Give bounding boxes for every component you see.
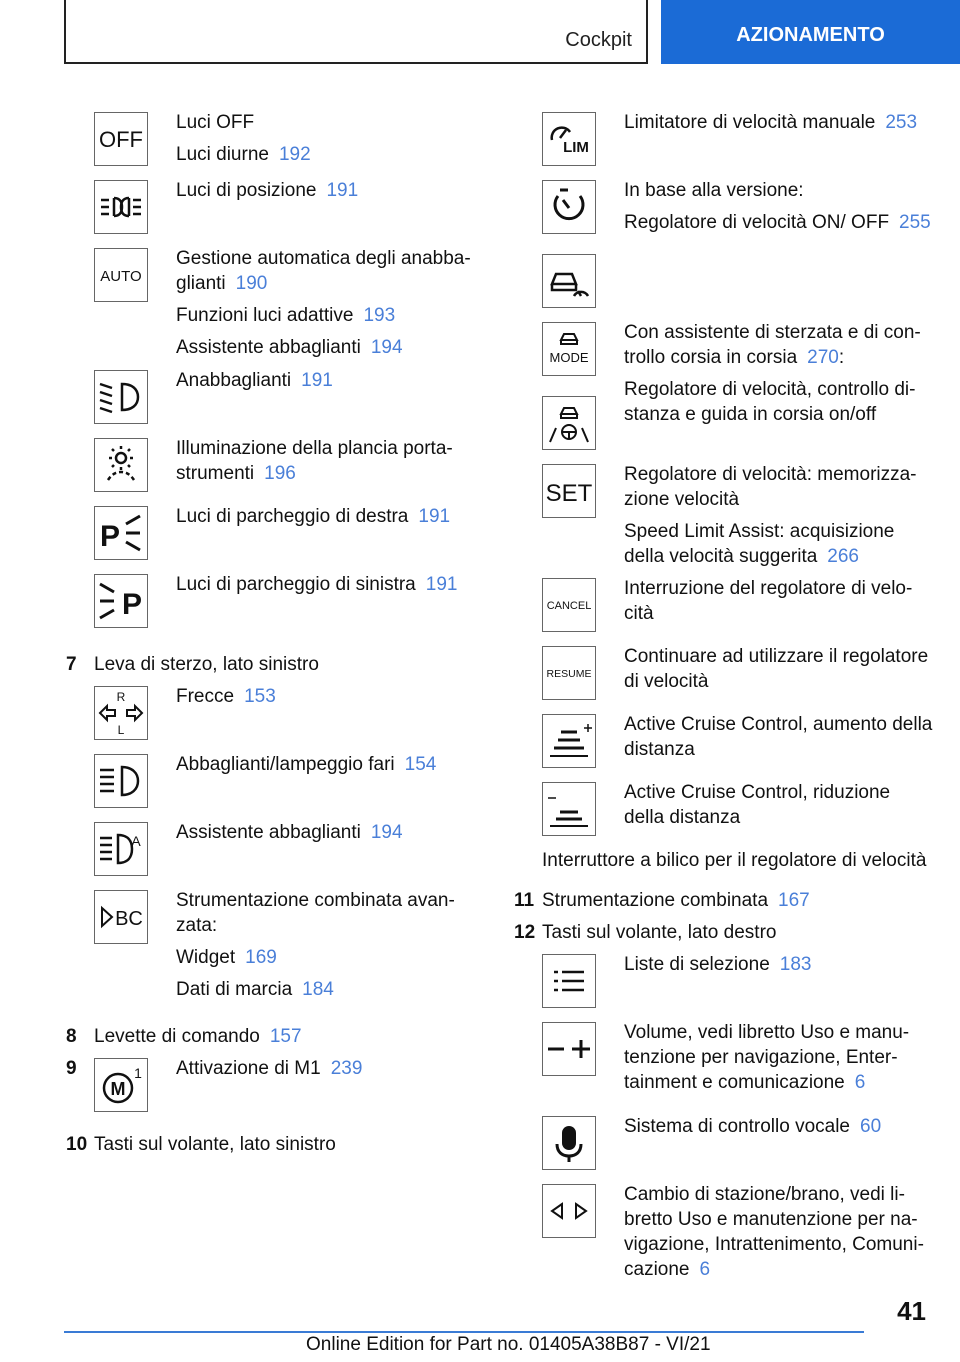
entry-line (624, 576, 934, 626)
entry-line-text: Anabbaglianti (176, 370, 292, 391)
entry-line (176, 246, 476, 296)
page-reference-link[interactable]: 60 (860, 1116, 882, 1137)
volume-row (514, 1020, 934, 1114)
page-reference-link[interactable]: 192 (278, 144, 311, 165)
header-section-title: Cockpit (565, 29, 632, 51)
auto-icon-label: AUTO (100, 268, 142, 285)
page-reference-link[interactable]: 194 (370, 822, 403, 843)
entry-line (624, 320, 934, 370)
entry-line (176, 178, 358, 203)
entry-line-text: Continuare ad utilizzare il regolatore di velocità (624, 646, 929, 692)
entry-line-text: Luci di parcheggio di destra (176, 506, 409, 527)
microphone-icon (542, 1116, 596, 1170)
entry-line-text: Active Cruise Control, aumento della distanza (624, 714, 933, 760)
entry-line (624, 644, 934, 694)
item-9-row (66, 1056, 476, 1132)
entry-line (176, 368, 333, 393)
entry-line-text: Luci OFF (176, 112, 255, 133)
item-9-label (176, 1056, 362, 1081)
entry-text (624, 1114, 881, 1146)
set-row (514, 462, 934, 576)
entry-text (176, 178, 358, 210)
high-beam-assistant-icon (94, 822, 148, 876)
parking-left-row (66, 572, 476, 652)
distance-increase-icon (542, 714, 596, 768)
p-letter: P (99, 520, 121, 553)
entry-line-text: Cambio di stazione/brano, vedi li-bretto Uso e manutenzione per na-vigazione, Intrattenimento, Comuni-cazione (624, 1184, 924, 1280)
page-reference-link[interactable]: 167 (778, 890, 810, 911)
bc-label: BC (115, 908, 143, 930)
item-number: 11 (514, 890, 535, 911)
speed-limiter-icon (542, 112, 596, 166)
m-letter: M (110, 1079, 126, 1099)
entry-suffix: : (838, 347, 845, 368)
item-11-row (514, 888, 934, 920)
entry-line-text: Luci diurne (176, 144, 269, 165)
page-reference-link[interactable]: 253 (885, 112, 918, 133)
entry-line-text: Regolatore di velocità, controllo di-stanza e guida in corsia on/off (624, 379, 916, 425)
page-reference-link[interactable]: 190 (235, 273, 268, 294)
high-beam-row (66, 752, 476, 820)
entry-text (176, 246, 476, 367)
board-computer-icon (94, 890, 148, 944)
position-lights-row (66, 178, 476, 246)
turn-signal-icon (94, 686, 148, 740)
entry-line (624, 462, 934, 512)
resume-label: RESUME (546, 668, 592, 680)
entry-line-text: Luci di parcheggio di sinistra (176, 574, 416, 595)
l-letter: L (117, 723, 125, 737)
entry-line-text: Sistema di controllo vocale (624, 1116, 850, 1137)
entry-text (176, 572, 457, 604)
board-computer-row (66, 888, 476, 1024)
page-reference-link[interactable]: 194 (370, 337, 403, 358)
entry-text (624, 462, 934, 576)
entry-line (624, 1182, 934, 1282)
item-8-text: Levette di comando (94, 1026, 260, 1047)
entry-line (624, 377, 934, 427)
left-column (66, 110, 476, 1164)
instrument-illumination-row (66, 436, 476, 504)
page-reference-link[interactable]: 184 (302, 979, 334, 1000)
entry-text (624, 576, 934, 633)
entry-line (176, 684, 276, 709)
entry-text (624, 110, 917, 142)
low-beam-row (66, 368, 476, 436)
entry-line (176, 945, 476, 970)
entry-line-text: In base alla versione: (624, 180, 804, 201)
item-7-label: Leva di sterzo, lato sinistro (94, 654, 319, 675)
page-reference-link[interactable]: 270 (807, 347, 839, 368)
footer-divider (64, 1331, 864, 1333)
cancel-icon (542, 578, 596, 632)
distance-decrease-icon (542, 782, 596, 836)
lights-off-row (66, 110, 476, 178)
page-reference-link[interactable]: 255 (899, 212, 931, 233)
entry-line-text: Abbaglianti/lampeggio fari (176, 754, 395, 775)
entry-line-text: Assistente abbaglianti (176, 822, 361, 843)
entry-text (176, 888, 476, 1009)
entry-line-text: Frecce (176, 686, 235, 707)
page-reference-link[interactable]: 191 (326, 180, 359, 201)
cruise-distance-icon (542, 254, 596, 308)
resume-row (514, 644, 934, 712)
entry-line (176, 504, 450, 529)
resume-icon (542, 646, 596, 700)
item-7-row (66, 652, 476, 684)
page-reference-link[interactable]: 193 (363, 305, 396, 326)
entry-line (176, 977, 476, 1002)
entry-line-text: Regolatore di velocità ON/ OFF (624, 212, 890, 233)
item-number: 10 (66, 1134, 88, 1155)
item-12-label: Tasti sul volante, lato destro (542, 922, 777, 943)
entry-line-text: Assistente abbaglianti (176, 337, 361, 358)
cancel-row (514, 576, 934, 644)
cruise-icon-stack (542, 178, 596, 308)
item-11-label (542, 888, 810, 913)
mode-row (514, 320, 934, 462)
page-reference-link[interactable]: 191 (425, 574, 458, 595)
entry-text (176, 504, 450, 536)
parking-right-row (66, 504, 476, 572)
entry-line-text: Liste di selezione (624, 954, 770, 975)
item-12-row (514, 920, 934, 952)
footer-edition-text: Online Edition for Part no. 01405A38B87 - VI/21 (306, 1334, 711, 1355)
entry-line (176, 335, 476, 360)
entry-line-text: Regolatore di velocità: memorizza-zione velocità (624, 464, 917, 510)
header-box (64, 0, 648, 64)
entry-text (624, 780, 934, 837)
entry-text (624, 320, 934, 434)
low-beam-icon (94, 370, 148, 424)
set-label: SET (545, 480, 593, 507)
entry-line-text: Volume, vedi libretto Uso e manu-tenzione per navigazione, Enter-tainment e comunicazione (624, 1022, 910, 1093)
r-letter: R (116, 690, 126, 704)
entry-line (624, 952, 811, 977)
item-number: 9 (66, 1058, 77, 1079)
acc-increase-row (514, 712, 934, 780)
speed-limiter-row (514, 110, 934, 178)
page-reference-link[interactable]: 266 (827, 546, 859, 567)
entry-text (176, 820, 403, 852)
entry-line-text: Active Cruise Control, riduzione della distanza (624, 782, 891, 828)
m1-icon (94, 1058, 148, 1112)
auto-lights-icon (94, 248, 148, 302)
page-reference-link[interactable]: 6 (854, 1072, 866, 1093)
entry-line (624, 712, 934, 762)
page-reference-link[interactable]: 239 (330, 1058, 363, 1079)
mode-label: MODE (549, 350, 589, 365)
entry-line (176, 820, 403, 845)
page-reference-link[interactable]: 153 (244, 686, 276, 707)
station-change-row (514, 1182, 934, 1292)
cruise-version-row (514, 178, 934, 320)
page-reference-link[interactable]: 169 (245, 947, 277, 968)
entry-line (176, 888, 476, 938)
entry-line (176, 572, 457, 597)
position-lights-icon (94, 180, 148, 234)
turn-signal-row (66, 684, 476, 752)
page-number: 41 (897, 1296, 926, 1326)
auto-lights-row (66, 246, 476, 368)
item-10-label: Tasti sul volante, lato sinistro (94, 1134, 336, 1155)
entry-text (624, 1020, 934, 1102)
item-9-text: Attivazione di M1 (176, 1058, 321, 1079)
right-column (514, 110, 934, 1292)
entry-line (176, 752, 436, 777)
entry-line-text: Con assistente di sterzata e di con-trollo corsia in corsia (624, 322, 921, 368)
entry-line (624, 519, 934, 569)
page-reference-link[interactable]: 191 (301, 370, 333, 391)
entry-line-text: Dati di marcia (176, 979, 293, 1000)
entry-line-text: Strumentazione combinata avan-zata: (176, 890, 455, 936)
page-reference-link[interactable]: 154 (404, 754, 437, 775)
header-chapter-tab[interactable]: AZIONAMENTO (661, 0, 960, 64)
page-reference-link[interactable]: 157 (269, 1026, 302, 1047)
entry-text (176, 684, 276, 716)
item-11-text: Strumentazione combinata (542, 890, 769, 911)
entry-text (176, 368, 333, 400)
high-beam-assist-row (66, 820, 476, 888)
entry-line (624, 1020, 934, 1095)
entry-line-text: Luci di posizione (176, 180, 317, 201)
entry-text (176, 110, 311, 174)
entry-line (624, 1114, 881, 1139)
cancel-label: CANCEL (546, 600, 592, 612)
item-number: 8 (66, 1026, 77, 1047)
entry-line (624, 110, 917, 135)
entry-text (624, 644, 934, 701)
volume-minus-plus-icon (542, 1022, 596, 1076)
lane-steering-icon (542, 396, 596, 450)
entry-line (624, 178, 931, 203)
rocker-switch-label: Interruttore a bilico per il regolatore di velocità (542, 850, 927, 871)
selection-list-row (514, 952, 934, 1020)
p-letter: P (121, 588, 143, 621)
entry-line (176, 142, 311, 167)
page-reference-link[interactable]: 6 (699, 1259, 711, 1280)
entry-text (176, 752, 436, 784)
cruise-control-icon (542, 180, 596, 234)
lights-off-icon (94, 112, 148, 166)
page-reference-link[interactable]: 183 (779, 954, 812, 975)
parking-light-right-icon (94, 506, 148, 560)
one-digit: 1 (134, 1065, 142, 1081)
entry-line (176, 303, 476, 328)
mode-icon (542, 322, 596, 376)
entry-line (624, 210, 931, 235)
high-beam-icon (94, 754, 148, 808)
item-10-row (66, 1132, 476, 1164)
rocker-switch-row (514, 848, 934, 888)
entry-text (624, 1182, 934, 1289)
entry-line (176, 110, 311, 135)
item-number: 12 (514, 922, 536, 943)
lim-label: LIM (563, 139, 589, 156)
entry-text (624, 952, 811, 984)
entry-line-text: Widget (176, 947, 236, 968)
entry-text (624, 712, 934, 769)
acc-decrease-row (514, 780, 934, 848)
set-icon (542, 464, 596, 518)
entry-text (176, 436, 476, 493)
off-icon-label: OFF (99, 127, 143, 152)
entry-line-text: Gestione automatica degli anabba-glianti (176, 248, 471, 294)
entry-line-text: Speed Limit Assist: acquisizione della velocità suggerita (624, 521, 895, 567)
a-letter: A (131, 833, 141, 849)
list-icon (542, 954, 596, 1008)
item-number: 7 (66, 654, 77, 675)
entry-line (176, 436, 476, 486)
entry-line (624, 780, 934, 830)
instrument-illumination-icon (94, 438, 148, 492)
entry-line-text: Illuminazione della plancia porta-strumenti (176, 438, 453, 484)
prev-next-icon (542, 1184, 596, 1238)
entry-line-text: Interruzione del regolatore di velo-cità (624, 578, 913, 624)
item-8-label (94, 1024, 302, 1049)
mode-icon-stack (542, 320, 596, 450)
entry-text (624, 178, 931, 242)
page-reference-link[interactable]: 196 (264, 463, 296, 484)
voice-control-row (514, 1114, 934, 1182)
item-8-row (66, 1024, 476, 1056)
page-reference-link[interactable]: 191 (418, 506, 451, 527)
entry-line-text: Limitatore di velocità manuale (624, 112, 876, 133)
entry-line-text: Funzioni luci adattive (176, 305, 354, 326)
parking-light-left-icon (94, 574, 148, 628)
